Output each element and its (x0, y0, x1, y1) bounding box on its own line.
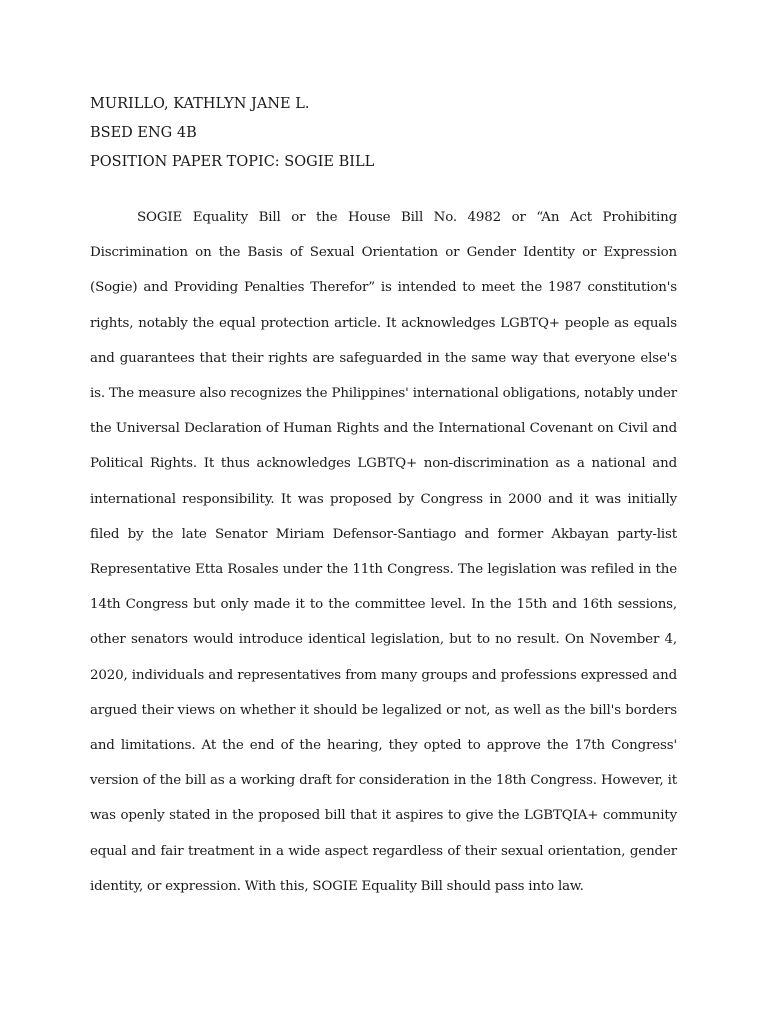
paper-topic: POSITION PAPER TOPIC: SOGIE BILL (90, 154, 375, 170)
author-name: MURILLO, KATHLYN JANE L. (90, 96, 310, 112)
body-paragraph: SOGIE Equality Bill or the House Bill No. 4982 or “An Act Prohibiting Discrimination on the Basis of Sexual Orientation or Gender Identity or Expression (Sogie) and Providing Penalties Therefor” is intended to meet the 1987 constitution's rights, notably the equal protection article. It acknowledges LGBTQ+ people as equals and guarantees that their rights are safeguarded in the same way that everyone else's is. The measure also recognizes the Philippines' international obligations, notably under the Universal Declaration of Human Rights and the International Covenant on Civil and Political Rights. It thus acknowledges LGBTQ+ non-discrimination as a national and international responsibility. It was proposed by Congress in 2000 and it was initially filed by the late Senator Miriam Defensor-Santiago and former Akbayan party-list Representative Etta Rosales under the 11th Congress. The legislation was refiled in the 14th Congress but only made it to the committee level. In the 15th and 16th sessions, other senators would introduce identical legislation, but to no result. On November 4, 2020, individuals and representatives from many groups and professions expressed and argued their views on whether it should be legalized or not, as well as the bill's borders and limitations. At the end of the hearing, they opted to approve the 17th Congress' version of the bill as a working draft for consideration in the 18th Congress. However, it was openly stated in the proposed bill that it aspires to give the LGBTQIA+ community equal and fair treatment in a wide aspect regardless of their sexual orientation, gender identity, or expression. With this, SOGIE Equality Bill should pass into law. (90, 210, 677, 894)
document-page (90, 90, 677, 904)
course-section: BSED ENG 4B (90, 125, 197, 141)
